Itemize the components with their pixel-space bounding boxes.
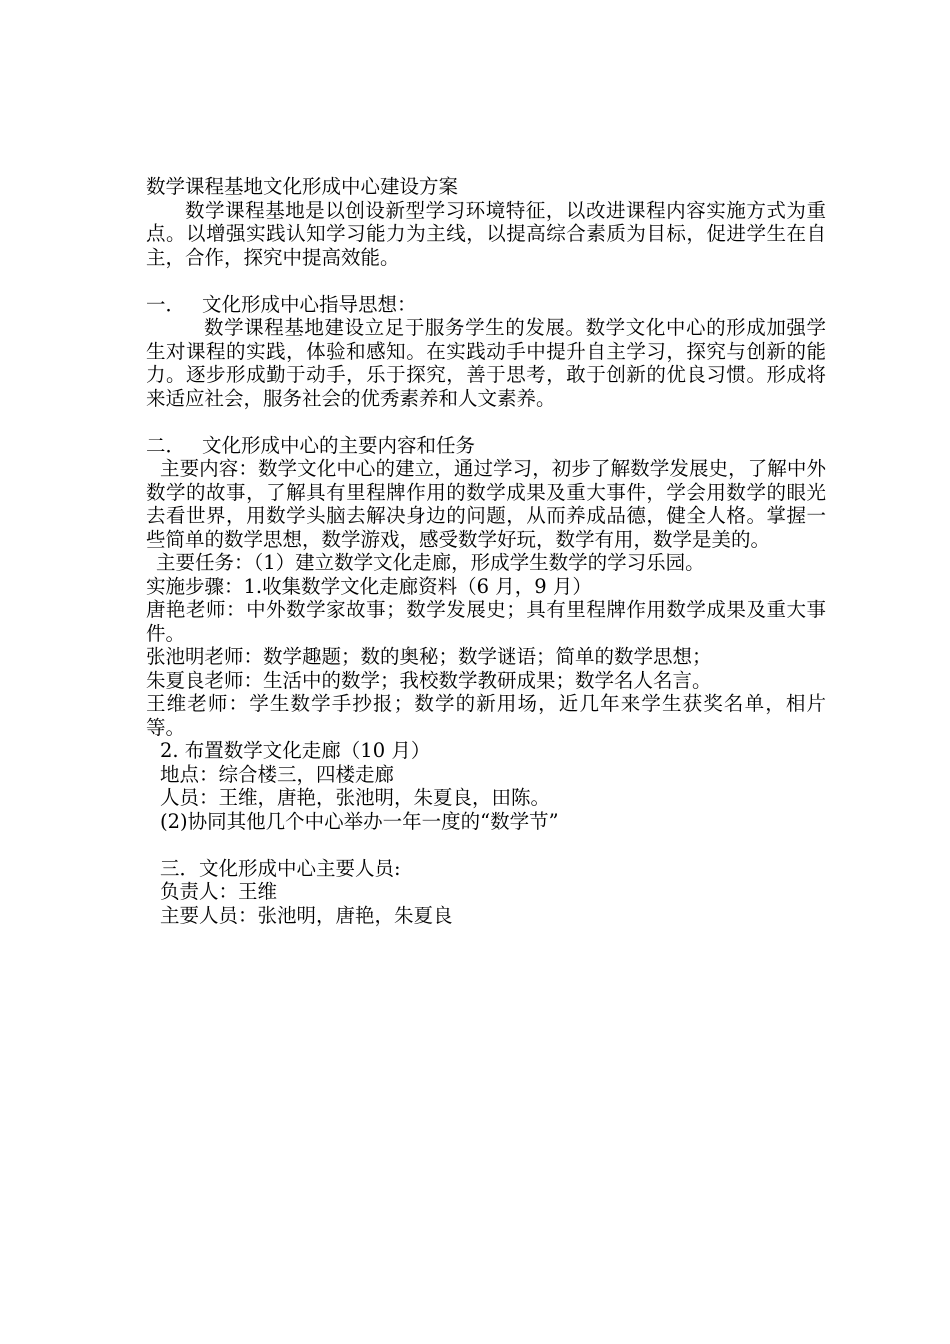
teacher-tang-paragraph: 唐艳老师：中外数学家故事；数学发展史；具有里程牌作用数学成果及重大事件。 <box>146 598 826 645</box>
section2-heading-text: 文化形成中心的主要内容和任务 <box>202 433 476 457</box>
section3-heading: 三．文化形成中心主要人员: <box>160 856 401 880</box>
intro-paragraph: 数学课程基地是以创设新型学习环境特征，以改进课程内容实施方式为重点。以增强实践认知学习能力为主线，以提高综合素质为目标，促进学生在自主，合作，探究中提高效能。 <box>146 198 826 269</box>
blank-line <box>146 833 826 857</box>
teacher-zhang-paragraph: 张池明老师：数学趣题；数的奥秘；数学谜语；简单的数学思想； <box>146 645 712 668</box>
section1-number: 一． <box>146 292 186 316</box>
document-title: 数学课程基地文化形成中心建设方案 <box>146 175 459 198</box>
section2-staff: 人员：王维，唐艳，张池明，朱夏良，田陈。 <box>160 786 551 809</box>
section2-step2: 2. 布置数学文化走廊（10 月） <box>160 739 431 762</box>
blank-line <box>146 410 826 434</box>
section2-step1: 实施步骤：1.收集数学文化走廊资料（6 月，9 月） <box>146 574 592 598</box>
section1-body: 数学课程基地建设立足于服务学生的发展。数学文化中心的形成加强学生对课程的实践，体验和感知。在实践动手中提升自主学习，探究与创新的能力。逐步形成勤于动手，乐于探究，善于思考，敢于创新的优良习惯。形成将来适应社会，服务社会的优秀素养和人文素养。 <box>146 316 826 410</box>
section2-number: 二． <box>146 433 186 457</box>
teacher-wang-paragraph: 王维老师：学生数学手抄报；数学的新用场，近几年来学生获奖名单，相片等。 <box>146 692 826 739</box>
document-page <box>146 175 826 927</box>
section2-task: 主要任务：（1）建立数学文化走廊，形成学生数学的学习乐园。 <box>156 551 705 574</box>
section2-task2: (2)协同其他几个中心举办一年一度的“数学节” <box>160 809 559 833</box>
section2-content: 主要内容：数学文化中心的建立，通过学习，初步了解数学发展史，了解中外数学的故事，了解具有里程牌作用的数学成果及重大事件，学会用数学的眼光去看世界，用数学头脑去解决身边的问题，从而养成品德，健全人格。掌握一些简单的数学思想，数学游戏，感受数学好玩，数学有用，数学是美的。 <box>146 457 826 551</box>
section2-location: 地点：综合楼三，四楼走廊 <box>160 762 395 786</box>
section1-heading-text: 文化形成中心指导思想： <box>202 292 417 316</box>
section3-members: 主要人员：张池明，唐艳，朱夏良 <box>160 903 453 927</box>
section3-leader: 负责人：王维 <box>160 880 278 903</box>
section1-heading <box>146 293 826 317</box>
section2-heading <box>146 434 826 458</box>
blank-line <box>146 269 826 293</box>
teacher-zhu-paragraph: 朱夏良老师：生活中的数学；我校数学教研成果；数学名人名言。 <box>146 668 712 692</box>
